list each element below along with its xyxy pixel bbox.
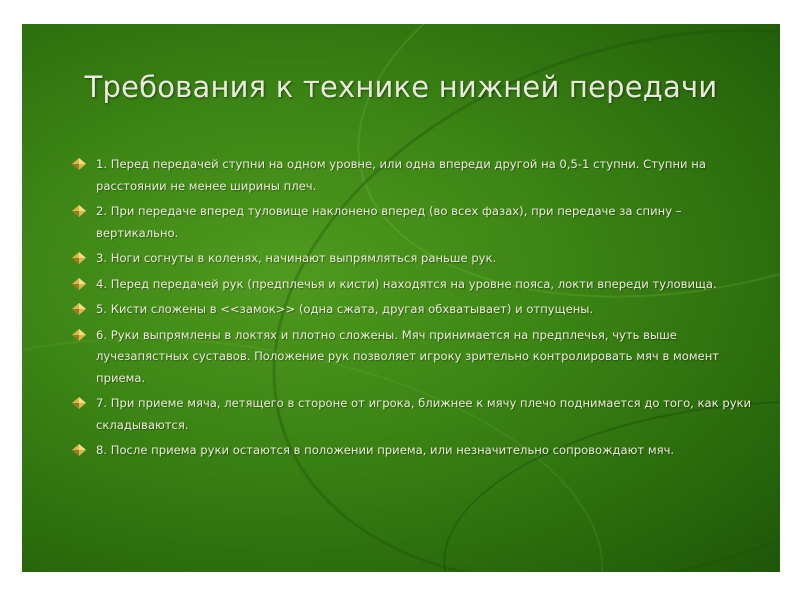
list-item-text: 7. При приеме мяча, летящего в стороне от игрока, ближнее к мячу плечо поднимается до того, как руки складываются. bbox=[96, 396, 752, 432]
list-item bbox=[70, 299, 760, 321]
gold-diamond-bullet-icon bbox=[72, 329, 86, 341]
list-item-text: 3. Ноги согнуты в коленях, начинают выпрямляться раньше рук. bbox=[96, 251, 497, 265]
list-item bbox=[70, 201, 760, 244]
list-item-text: 8. После приема руки остаются в положении приема, или незначительно сопровождают мяч. bbox=[96, 443, 675, 457]
list-item-text: 6. Руки выпрямлены в локтях и плотно сложены. Мяч принимается на предплечья, чуть выше лучезапястных суставов. Положение рук позволяет игроку зрительно контролировать мяч в момент приема. bbox=[96, 327, 720, 385]
gold-diamond-bullet-icon bbox=[72, 205, 86, 217]
list-item bbox=[70, 154, 760, 197]
gold-diamond-bullet-icon bbox=[72, 252, 86, 264]
list-item bbox=[70, 248, 760, 270]
gold-diamond-bullet-icon bbox=[72, 278, 86, 290]
gold-diamond-bullet-icon bbox=[72, 444, 86, 456]
list-item bbox=[70, 393, 760, 436]
slide-title: Требования к технике нижней передачи bbox=[84, 70, 718, 104]
requirements-list bbox=[70, 154, 760, 466]
list-item bbox=[70, 325, 760, 390]
gold-diamond-bullet-icon bbox=[72, 397, 86, 409]
list-item bbox=[70, 274, 760, 296]
list-item-text: 5. Кисти сложены в <<замок>> (одна сжата, другая обхватывает) и отпущены. bbox=[96, 302, 594, 316]
gold-diamond-bullet-icon bbox=[72, 158, 86, 170]
slide bbox=[22, 24, 780, 572]
gold-diamond-bullet-icon bbox=[72, 303, 86, 315]
list-item-text: 4. Перед передачей рук (предплечья и кисти) находятся на уровне пояса, локти впереди туловища. bbox=[96, 276, 717, 291]
list-item bbox=[70, 440, 760, 462]
list-item-text: 1. Перед передачей ступни на одном уровне, или одна впереди другой на 0,5-1 ступни. Ступни на расстоянии не менее ширины плеч. bbox=[96, 157, 706, 193]
list-item-text: 2. При передаче вперед туловище наклонено вперед (во всех фазах), при передаче за спину – вертикально. bbox=[96, 204, 682, 240]
